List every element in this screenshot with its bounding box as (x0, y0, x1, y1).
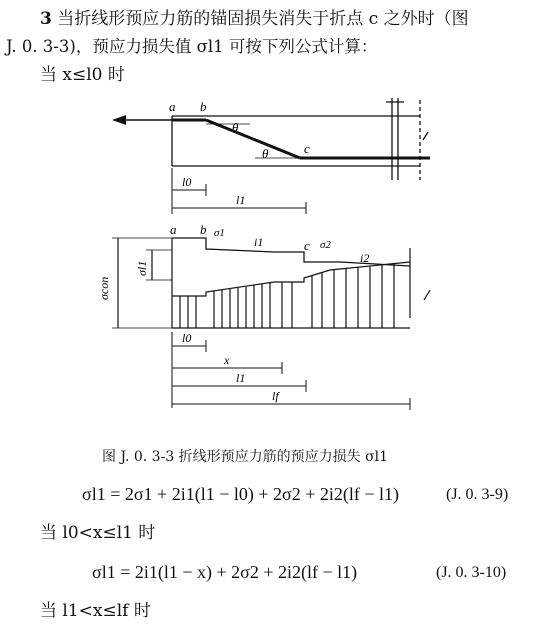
label-a-top: a (169, 99, 176, 114)
label-b-top: b (200, 99, 207, 114)
loss-diagram (112, 238, 430, 328)
arrow-head (112, 115, 126, 125)
equation-2: σl1 = 2i1(l1 − x) + 2σ2 + 2i2(lf − l1) (92, 562, 358, 582)
condition-3: 当 l1<x≤lf 时 (40, 601, 151, 621)
equation-2-number: (J. 0. 3-10) (436, 564, 507, 581)
label-theta-2: θ (262, 146, 269, 161)
label-c-top: c (304, 141, 310, 156)
equation-1: σl1 = 2σ1 + 2i1(l1 − l0) + 2σ2 + 2i2(lf − l1) (82, 484, 399, 504)
equation-1-number: (J. 0. 3-9) (446, 486, 509, 503)
label-b-loss: b (200, 222, 207, 237)
label-i2: i2 (360, 251, 370, 265)
label-sigma2: σ2 (320, 239, 331, 251)
condition-1: 当 x≤l0 时 (40, 65, 125, 85)
paragraph-text-1: 当折线形预应力筋的锚固损失消失于折点 c 之外时（图 (57, 9, 469, 29)
label-sigma-l1: σl1 (135, 260, 149, 276)
dim-lf: lf (272, 389, 279, 403)
label-c-loss: c (304, 238, 310, 253)
figure-caption: 图 J. 0. 3-3 折线形预应力筋的预应力损失 σl1 (102, 449, 389, 465)
label-sigma1: σ1 (214, 227, 225, 239)
label-sigma-con: σcon (97, 276, 111, 300)
dim-l0-bottom: l0 (182, 331, 192, 345)
label-theta-1: θ (232, 120, 239, 135)
dim-l1-top: l1 (236, 193, 246, 207)
label-a-loss: a (170, 222, 177, 237)
dim-l1-bottom: l1 (236, 371, 246, 385)
label-i1: i1 (254, 235, 264, 249)
paragraph-line-2: J. 0. 3-3)，预应力损失值 σl1 可按下列公式计算： (6, 37, 378, 56)
condition-2: 当 l0<x≤l1 时 (40, 523, 156, 543)
dim-l0-top: l0 (182, 175, 192, 189)
item-number: 3 (40, 9, 52, 29)
dim-x: x (224, 353, 230, 367)
